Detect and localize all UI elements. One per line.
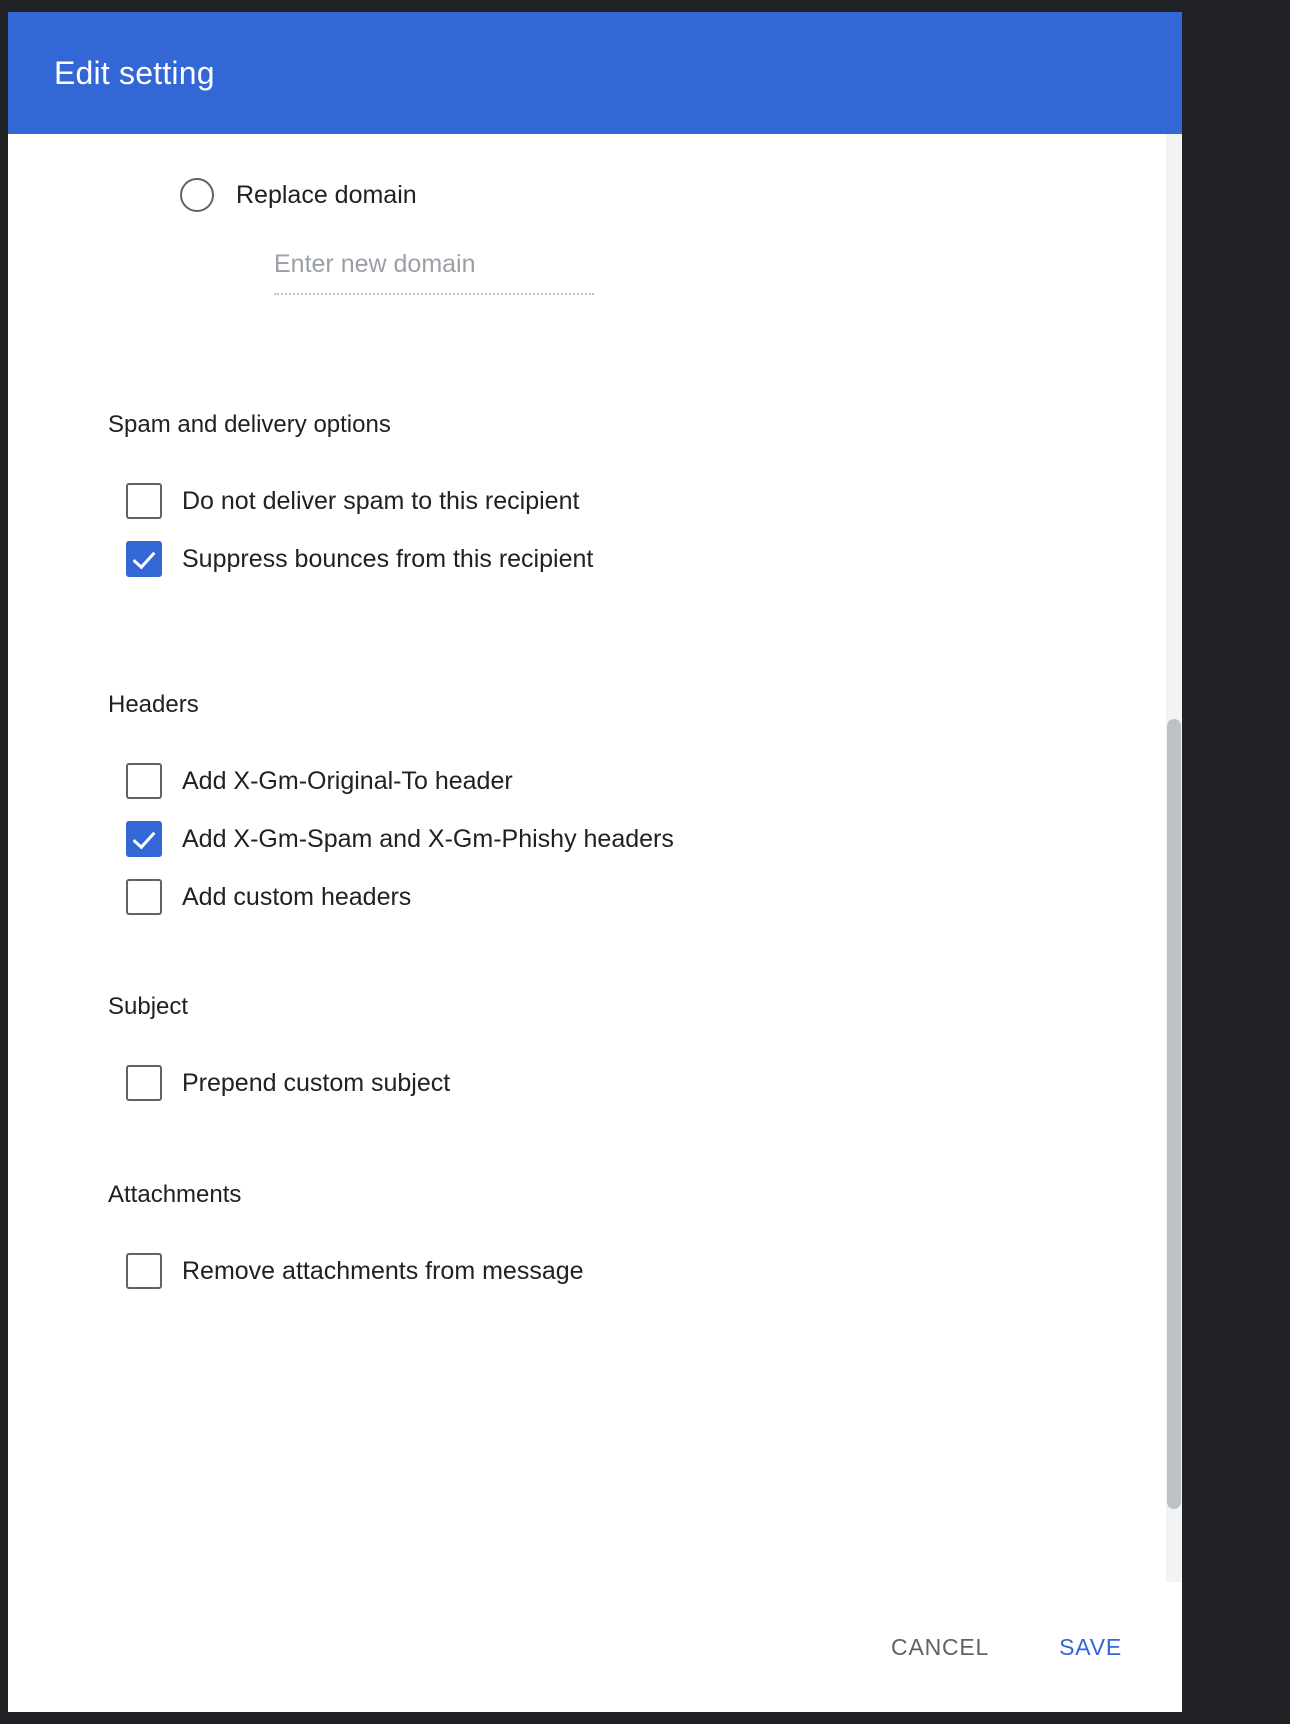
checkbox-row-do-not-deliver-spam[interactable]	[126, 483, 1142, 519]
checkbox-row-add-original-to-header[interactable]	[126, 763, 1142, 799]
checkbox-label-add-spam-phishy-headers: Add X-Gm-Spam and X-Gm-Phishy headers	[182, 824, 674, 853]
checkbox-row-add-spam-phishy-headers[interactable]	[126, 821, 1142, 857]
checkbox-remove-attachments[interactable]	[126, 1253, 162, 1289]
checkbox-do-not-deliver-spam[interactable]	[126, 483, 162, 519]
dialog-header	[8, 12, 1182, 134]
radio-replace-domain-label: Replace domain	[236, 180, 417, 209]
checkbox-label-add-original-to-header: Add X-Gm-Original-To header	[182, 766, 513, 795]
checkbox-add-spam-phishy-headers[interactable]	[126, 821, 162, 857]
save-button[interactable]: SAVE	[1041, 1620, 1140, 1675]
checkbox-add-custom-headers[interactable]	[126, 879, 162, 915]
scrollbar-thumb[interactable]	[1167, 719, 1181, 1509]
edit-setting-dialog	[8, 12, 1182, 1712]
section-title-attachments: Attachments	[108, 1181, 242, 1208]
vertical-scrollbar[interactable]	[1166, 134, 1182, 1582]
cancel-button[interactable]: CANCEL	[873, 1620, 1007, 1675]
checkbox-row-remove-attachments[interactable]	[126, 1253, 1142, 1289]
checkbox-label-do-not-deliver-spam: Do not deliver spam to this recipient	[182, 486, 580, 515]
checkbox-label-add-custom-headers: Add custom headers	[182, 882, 412, 911]
radio-circle-icon[interactable]	[180, 178, 214, 212]
checkbox-add-original-to-header[interactable]	[126, 763, 162, 799]
dialog-body	[8, 134, 1182, 1582]
new-domain-input[interactable]	[274, 250, 594, 295]
checkbox-prepend-custom-subject[interactable]	[126, 1065, 162, 1101]
checkbox-label-remove-attachments: Remove attachments from message	[182, 1256, 584, 1285]
section-title-spam: Spam and delivery options	[108, 411, 391, 438]
dialog-footer	[8, 1582, 1182, 1712]
new-domain-field-wrap	[274, 250, 594, 295]
checkbox-label-suppress-bounces: Suppress bounces from this recipient	[182, 544, 594, 573]
checkbox-row-add-custom-headers[interactable]	[126, 879, 1142, 915]
section-title-headers: Headers	[108, 691, 199, 718]
checkbox-row-prepend-custom-subject[interactable]	[126, 1065, 1142, 1101]
page-title: Edit setting	[54, 54, 215, 91]
checkbox-row-suppress-bounces[interactable]	[126, 541, 1142, 577]
settings-content	[8, 178, 1182, 1289]
section-title-subject: Subject	[108, 993, 189, 1020]
checkbox-suppress-bounces[interactable]	[126, 541, 162, 577]
radio-replace-domain[interactable]	[180, 178, 1142, 212]
checkbox-label-prepend-custom-subject: Prepend custom subject	[182, 1068, 451, 1097]
